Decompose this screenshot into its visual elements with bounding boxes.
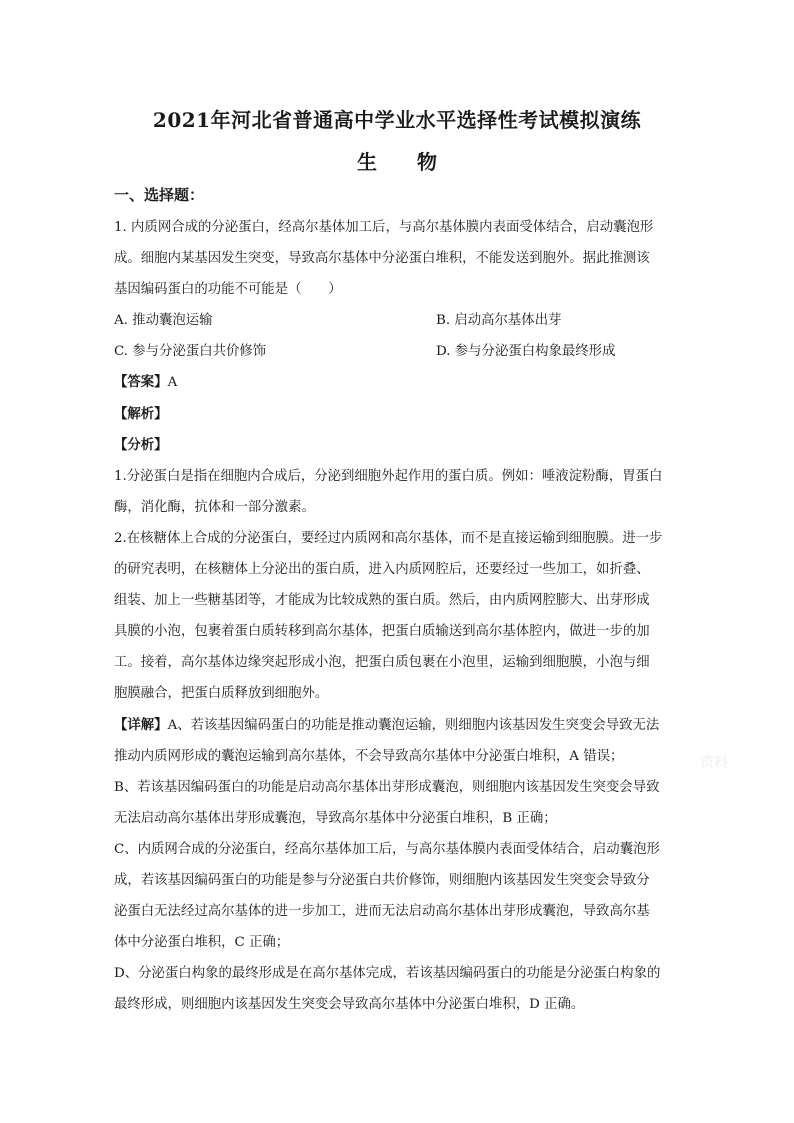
detail-line: 最终形成，则细胞内该基因发生突变会导致高尔基体中分泌蛋白堆积，D 正确。 [114,997,585,1013]
detail-label: 【详解】 [114,717,168,733]
detail-line: C、内质网合成的分泌蛋白，经高尔基体加工后，与高尔基体膜内表面受体结合，启动囊泡形 [114,841,660,857]
options-row [114,336,684,367]
answer-line [114,367,684,398]
detail-line: 泌蛋白无法经过高尔基体的进一步加工，进而无法启动高尔基体出芽形成囊泡，导致高尔基 [114,904,650,920]
detail-line: B、若该基因编码蛋白的功能是启动高尔基体出芽形成囊泡，则细胞内该基因发生突变会导致 [114,779,660,795]
detail-line: 无法启动高尔基体出芽形成囊泡，导致高尔基体中分泌蛋白堆积，B 正确； [114,810,557,826]
analysis-line: 1.分泌蛋白是指在细胞内合成后，分泌到细胞外起作用的蛋白质。例如：唾液淀粉酶，胃蛋白 [114,468,663,484]
question-stem-line: 成。细胞内某基因发生突变，导致高尔基体中分泌蛋白堆积，不能发送到胞外。据此推测该 [114,251,650,267]
jiexi-line [114,399,684,430]
question-stem-line: 基因编码蛋白的功能不可能是（ ） [114,282,342,298]
answer-label: 【答案】 [114,375,168,391]
option-d: D. 参与分泌蛋白构象最终形成 [436,344,616,360]
option-a: A. 推动囊泡运输 [114,313,213,329]
detail-line: 推动内质网形成的囊泡运输到高尔基体，不会导致高尔基体中分泌蛋白堆积，A 错误； [114,748,624,764]
analysis-line: 工。接着，高尔基体边缘突起形成小泡，把蛋白质包裹在小泡里，运输到细胞膜，小泡与细 [114,655,650,671]
analysis-line: 胞膜融合，把蛋白质释放到细胞外。 [114,686,329,702]
subject-title: 生 物 [357,150,437,174]
question-stem-line: 1. 内质网合成的分泌蛋白，经高尔基体加工后，与高尔基体膜内表面受体结合，启动囊泡形 [114,220,654,235]
detail-first-text: A、若该基因编码蛋白的功能是推动囊泡运输，则细胞内该基因发生突变会导致无法 [167,717,660,733]
analysis-line: 的研究表明，在核糖体上分泌出的蛋白质，进入内质网腔后，还要经过一些加工，如折叠、 [114,562,650,578]
analysis-line: 2.在核糖体上合成的分泌蛋白，要经过内质网和高尔基体，而不是直接运输到细胞膜。进一步 [114,530,663,546]
analysis-line: 组装、加上一些糖基团等，才能成为比较成熟的蛋白质。然后，由内质网腔膨大、出芽形成 [114,593,650,609]
fenxi-line [114,430,684,461]
analysis-line: 具膜的小泡，包裹着蛋白质转移到高尔基体，把蛋白质输送到高尔基体腔内，做进一步的加 [114,624,650,640]
page-title: 2021年河北省普通高中学业水平选择性考试模拟演练 [152,108,642,132]
detail-line: 体中分泌蛋白堆积，C 正确； [114,935,290,951]
detail-line: 成，若该基因编码蛋白的功能是参与分泌蛋白共价修饰，则细胞内该基因发生突变会导致分 [114,872,650,888]
document-body [114,212,684,1020]
option-c: C. 参与分泌蛋白共价修饰 [114,344,267,360]
detail-line: D、分泌蛋白构象的最终形成是在高尔基体完成，若该基因编码蛋白的功能是分泌蛋白构象的 [114,966,661,982]
answer-value: A [167,375,178,391]
watermark: 资料 [700,755,728,771]
analysis-line: 酶，消化酶，抗体和一部分激素。 [114,499,315,515]
option-b: B. 启动高尔基体出芽 [436,313,562,329]
options-row [114,305,684,336]
fenxi-label: 【分析】 [114,437,168,453]
detail-first-line [114,710,684,741]
jiexi-label: 【解析】 [114,406,168,422]
section-heading: 一、选择题： [114,186,205,204]
